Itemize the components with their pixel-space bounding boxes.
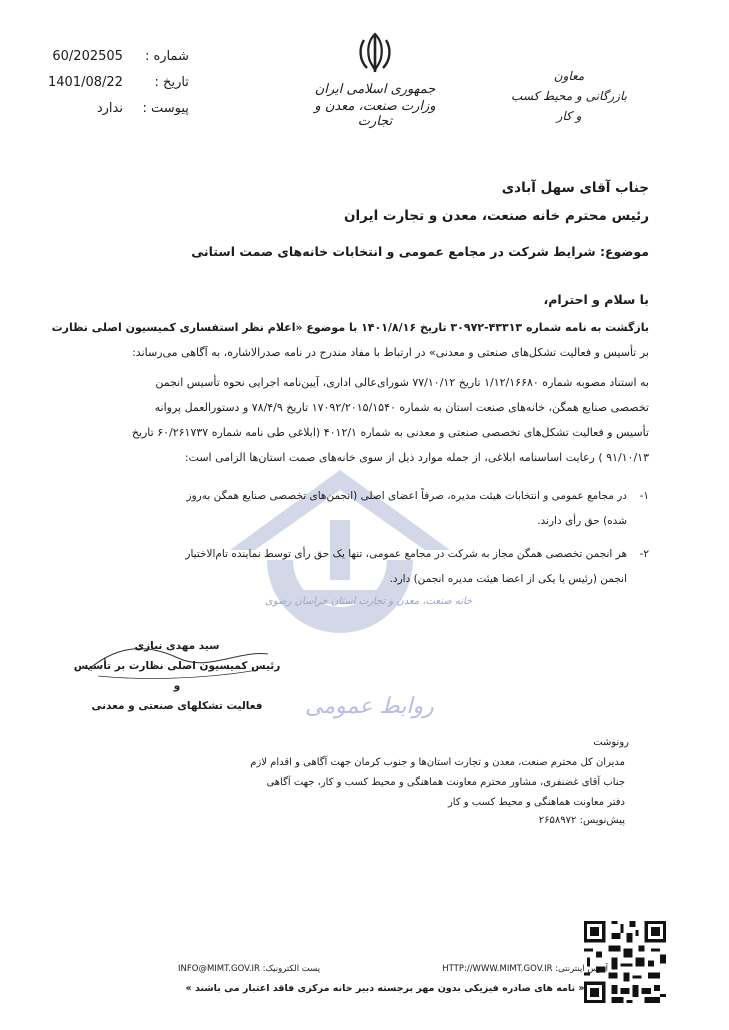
letter-subject: موضوع: شرایط شرکت در مجامع عمومی و انتخابات خانه‌های صمت استانی — [191, 244, 649, 259]
footer-contacts — [178, 964, 608, 974]
cc-line: دفتر معاونت هماهنگی و محیط کسب و کار — [447, 797, 625, 808]
body-line: بازگشت به نامه شماره ۴۳۳۱۳-۳۰۹۷۲ تاریخ ۱۴۰۱/۸/۱۶ با موضوع «اعلام نظر استفساری کمیسیون اصلی نظارت — [51, 321, 649, 334]
list-item-text: شده) حق رأی دارند. — [537, 515, 627, 527]
list-item-text: انجمن (رئیس یا یکی از اعضا هیئت مدیره انجمن) دارد. — [389, 573, 627, 585]
footer-web-label: آدرس اینترنتی: — [555, 964, 608, 974]
list-item-continuation — [37, 509, 627, 534]
footer-notice: « نامه های صادره فیزیکی بدون مهر برجسته دبیر خانه مرکزی فاقد اعتبار می باشند » — [185, 983, 585, 994]
letter-attachment-row — [48, 96, 189, 122]
footer-web — [442, 964, 608, 974]
letter-number-value: 60/202505 — [52, 49, 123, 64]
cc-label: رونوشت — [593, 737, 629, 748]
footer-email-label: پست الکترونیک: — [262, 964, 321, 974]
signer-title-1: رئیس کمیسیون اصلی نظارت بر تأسیس و — [73, 660, 281, 692]
ministry-name: وزارت صنعت، معدن و تجارت — [314, 99, 436, 129]
body-line: بر تأسیس و فعالیت تشکل‌های صنعتی و معدنی» در ارتباط با مفاد مندرج در نامه صدرالاشاره، به آگاهی می‌رساند: — [132, 346, 649, 359]
letter-attachment-value: ندارد — [96, 101, 123, 116]
letter-meta — [48, 44, 189, 122]
list-item-number: ۱- — [639, 490, 649, 502]
addressee-title: رئیس محترم خانه صنعت، معدن و تجارت ایران — [343, 208, 649, 224]
list-item-text: در مجامع عمومی و انتخابات هیئت مدیره، صرفاً اعضای اصلی (انجمن‌های تخصصی صنایع همگن به‌روز — [186, 490, 627, 502]
letter-number-row — [48, 44, 189, 70]
list-item-text: هر انجمن تخصصی همگن مجاز به شرکت در مجامع عمومی، تنها یک حق رأی توسط نماینده تام‌الاختیار — [185, 548, 627, 560]
deputy-line-1: معاون — [553, 69, 585, 83]
draft-number: پیش‌نویس: ۲۶۵۸۹۷۲ — [538, 815, 625, 826]
footer-web-link[interactable]: HTTP://WWW.MIMT.GOV.IR — [442, 964, 553, 974]
signature-block — [72, 636, 282, 716]
deputy-title — [509, 66, 629, 126]
ministry-header — [300, 30, 450, 129]
signer-title-2: فعالیت تشکلهای صنعتی و معدنی — [91, 700, 263, 712]
watermark-text: خانه صنعت، معدن و تجارت استان خراسان رضوی — [265, 596, 473, 607]
iran-emblem-icon — [355, 30, 395, 76]
greeting: با سلام و احترام، — [543, 292, 649, 307]
list-item — [37, 542, 649, 567]
addressee-name: جناب آقای سهل آبادی — [501, 180, 649, 196]
letter-date-value: 1401/08/22 — [48, 75, 123, 90]
footer-email — [178, 964, 320, 974]
republic-name: جمهوری اسلامی ایران — [314, 82, 436, 97]
footer-email-link[interactable]: INFO@MIMT.GOV.IR — [178, 964, 260, 974]
letter-date-label: تاریخ : — [154, 75, 189, 90]
body-line: ۹۱/۱۰/۱۳ ) رعایت اساسنامه ابلاغی، از جمله موارد ذیل از سوی خانه‌های صمت استان‌ها الزامی است: — [184, 451, 649, 464]
public-relations-stamp: روابط عمومی — [305, 694, 434, 719]
body-line: تخصصی صنایع همگن، خانه‌های صنعت استان به شماره ۱۷۰۹۲/۲۰۱۵/۱۵۴۰ تاریخ ۷۸/۴/۹ و دستورالعمل پروانه — [154, 401, 649, 414]
list-item-number: ۲- — [639, 548, 649, 560]
body-line: به استناد مصوبه شماره ۱/۱۲/۱۶۶۸۰ تاریخ ۷۷/۱۰/۱۲ شورای‌عالی اداری، آیین‌نامه اجرایی نحوه تأسیس انجمن — [155, 376, 649, 389]
letter-number-label: شماره : — [144, 49, 189, 64]
body-line: تأسیس و فعالیت تشکل‌های تخصصی صنعتی و معدنی به شماره ۴۰۱۲/۱ (ابلاغی طی نامه شماره ۶۰/۲۶۱۷۳۷ تاریخ — [131, 426, 649, 439]
list-item — [37, 484, 649, 509]
deputy-line-2: بازرگانی و محیط کسب و کار — [511, 89, 627, 123]
cc-line: جناب آقای غضنفری، مشاور محترم معاونت هماهنگی و محیط کسب و کار، جهت آگاهی — [266, 777, 625, 788]
cc-line: مدیران کل محترم صنعت، معدن و تجارت استان‌ها و جنوب کرمان جهت آگاهی و اقدام لازم — [250, 757, 625, 768]
signer-name: سید مهدی نیازی — [134, 640, 220, 652]
letter-attachment-label: پیوست : — [142, 101, 189, 116]
list-item-continuation — [37, 567, 627, 592]
letter-date-row — [48, 70, 189, 96]
